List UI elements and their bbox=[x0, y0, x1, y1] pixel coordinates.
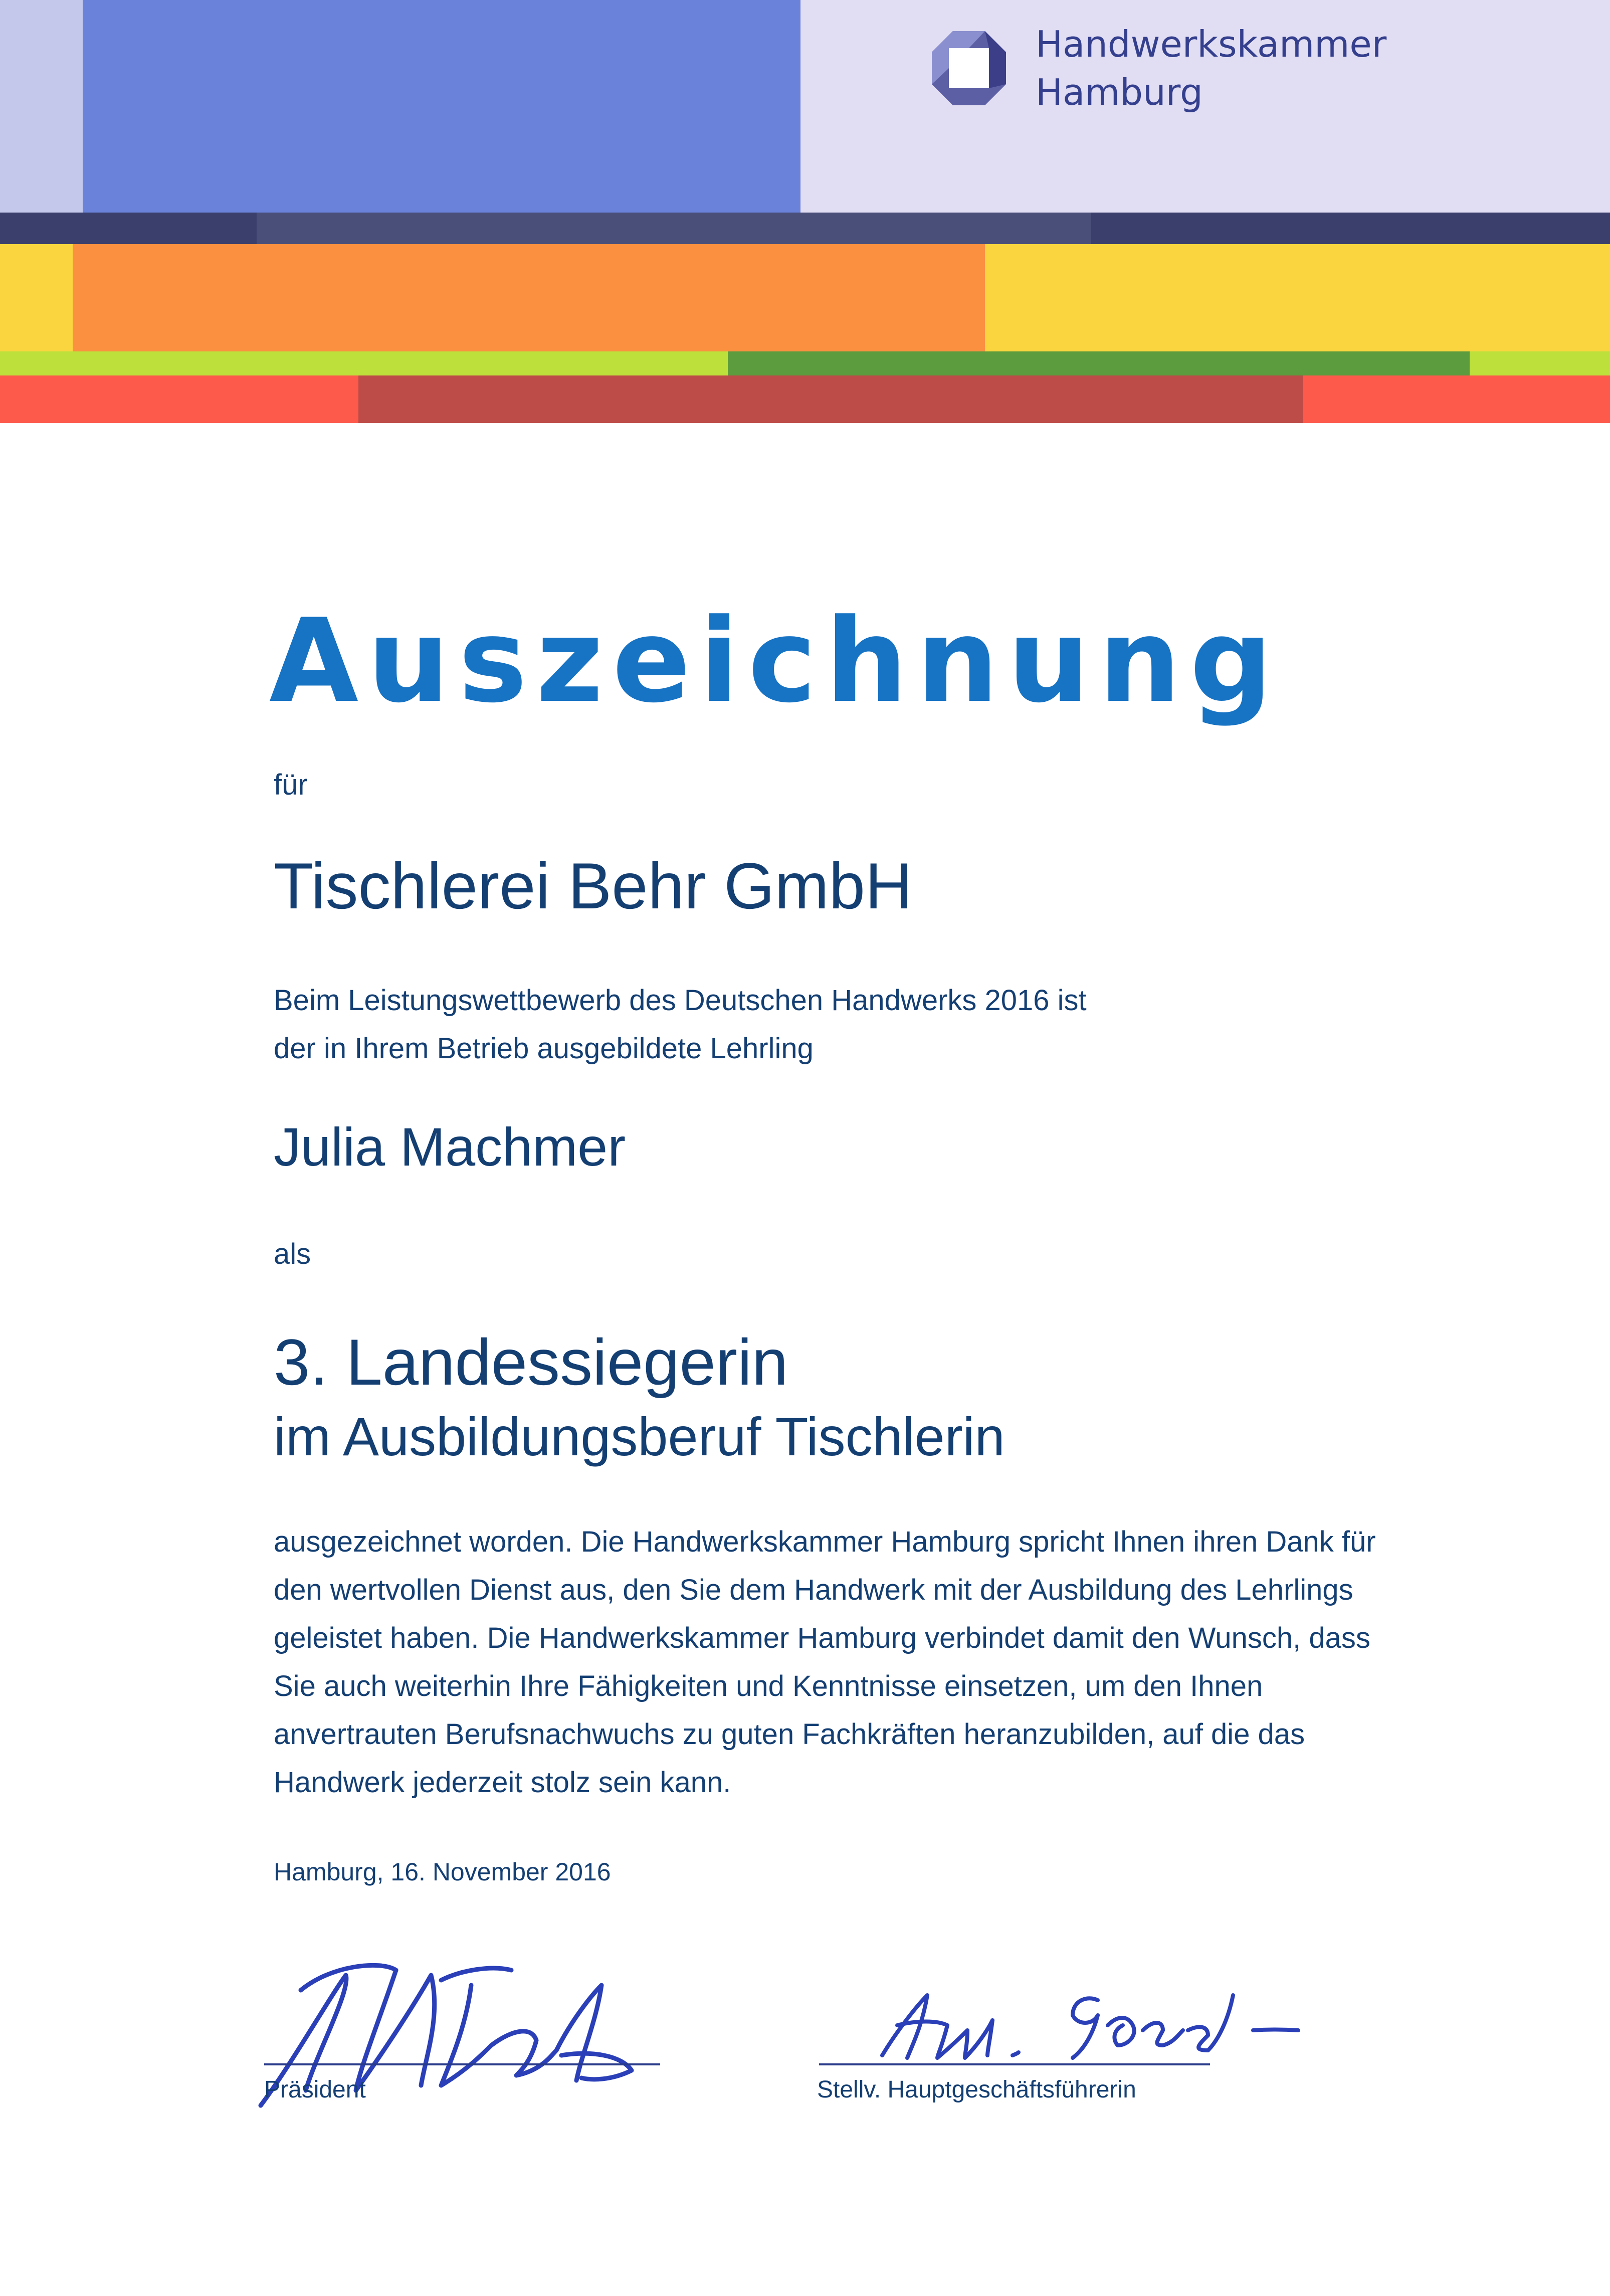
apprentice-name: Julia Machmer bbox=[274, 1116, 626, 1177]
signature-line-president bbox=[264, 2063, 660, 2065]
org-name-line2: Hamburg bbox=[1036, 71, 1203, 113]
signer-president-title: Präsident bbox=[264, 2076, 366, 2103]
body-text bbox=[274, 1518, 1376, 1807]
header-stripe-blue bbox=[83, 0, 800, 213]
header-stripe-yellow-right bbox=[985, 244, 1610, 351]
org-name-line1: Handwerkskammer bbox=[1036, 23, 1387, 65]
award-title: 3. Landessiegerin bbox=[274, 1325, 788, 1399]
body-line: den wertvollen Dienst aus, den Sie dem Handwerk mit der Ausbildung des Lehrlings bbox=[274, 1574, 1353, 1606]
signature-line-deputy bbox=[819, 2063, 1210, 2065]
header-stripe-lavender bbox=[0, 0, 83, 213]
intro-line-1: Beim Leistungswettbewerb des Deutschen Handwerks 2016 ist bbox=[274, 984, 1087, 1017]
org-name bbox=[1036, 20, 1386, 116]
als-label: als bbox=[274, 1238, 311, 1270]
signature-deputy bbox=[862, 1970, 1313, 2070]
body-line: ausgezeichnet worden. Die Handwerkskammer Hamburg spricht Ihnen ihren Dank für bbox=[274, 1525, 1376, 1558]
header-stripe-navy-mid bbox=[257, 213, 1091, 244]
body-line: anvertrauten Berufsnachwuchs zu guten Fachkräften heranzubilden, auf die das bbox=[274, 1718, 1305, 1751]
body-line: Handwerk jederzeit stolz sein kann. bbox=[274, 1766, 731, 1799]
award-subtitle: im Ausbildungsberuf Tischlerin bbox=[274, 1406, 1005, 1467]
body-line: geleistet haben. Die Handwerkskammer Hamburg verbindet damit den Wunsch, dass bbox=[274, 1622, 1370, 1654]
certificate-title: Auszeichnung bbox=[269, 595, 1282, 728]
handwerkskammer-logo-icon bbox=[929, 28, 1009, 108]
intro-line-2: der in Ihrem Betrieb ausgebildete Lehrling bbox=[274, 1032, 814, 1065]
header-stripe-orange bbox=[73, 244, 985, 351]
header-stripe-green bbox=[728, 351, 1470, 375]
company-name: Tischlerei Behr GmbH bbox=[274, 849, 912, 922]
signer-deputy-title: Stellv. Hauptgeschäftsführerin bbox=[817, 2076, 1136, 2103]
header-stripe-dark-red bbox=[358, 375, 1303, 423]
place-date: Hamburg, 16. November 2016 bbox=[274, 1858, 611, 1886]
fuer-label: für bbox=[274, 769, 308, 801]
header-stripe-yellow-left bbox=[0, 244, 73, 351]
body-line: Sie auch weiterhin Ihre Fähigkeiten und Kenntnisse einsetzen, um den Ihnen bbox=[274, 1670, 1263, 1702]
